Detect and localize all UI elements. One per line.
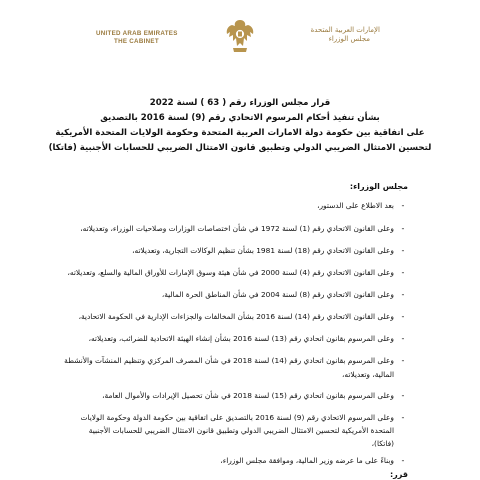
list-bullet: - (401, 334, 405, 343)
list-bullet: - (401, 413, 405, 422)
preamble-item: وعلى المرسوم الاتحادي رقم (9) لسنة 2016 بالتصديق على اتفاقية بين حكومة الدولة وحكومة الولايات (80, 413, 394, 422)
decision-title-line: بشأن تنفيذ أحكام المرسوم الاتحادي رقم (9) لسنة 2016 بالتصديق (100, 113, 380, 123)
decision-title-line: قرار مجلس الوزراء رقم ( 63 ) لسنة 2022 (149, 98, 331, 108)
list-bullet: - (401, 456, 405, 465)
preamble-item: وعلى المرسوم بقانون اتحادي رقم (14) لسنة 2018 في شأن المصرف المركزي وتنظيم المنشآت والأنشطة (64, 356, 394, 365)
decision-title-line: على اتفاقية بين حكومة دولة الامارات العربية المتحدة وحكومة الولايات المتحدة الأمريكية (55, 128, 425, 138)
list-bullet: - (401, 290, 405, 299)
uae-emblem-icon (224, 17, 256, 57)
list-bullet: - (401, 312, 405, 321)
preamble-item: وعلى القانون الاتحادي رقم (1) لسنة 1972 في شأن اختصاصات الوزارات وصلاحيات الوزراء، وتعديلاته، (80, 224, 394, 233)
preamble-item: وعلى القانون الاتحادي رقم (4) لسنة 2000 في شأن هيئة وسوق الإمارات للأوراق المالية والسلع، وتعديلاته، (67, 268, 394, 277)
list-bullet: - (401, 391, 405, 400)
preamble-item-continuation: (فاتكا)، (371, 439, 394, 448)
list-bullet: - (401, 224, 405, 233)
preamble-item: وعلى المرسوم بقانون اتحادي رقم (13) لسنة 2016 بشأن إنشاء الهيئة الاتحادية للضرائب، وتعديلاته، (88, 334, 394, 343)
preamble-item: وبناءً على ما عرضه وزير المالية، وموافقة مجلس الوزراء، (220, 456, 394, 465)
english-cabinet-name: THE CABINET (114, 38, 159, 45)
decided-label: قرر: (389, 470, 408, 479)
list-bullet: - (401, 356, 405, 365)
preamble-item: بعد الاطلاع على الدستور، (317, 201, 394, 210)
arabic-cabinet-name: مجلس الوزراء (328, 35, 370, 43)
preamble-item: وعلى القانون الاتحادي رقم (14) لسنة 2016 بشأن المخالفات والجزاءات الإدارية في الحكومة الاتحادية، (78, 312, 394, 321)
arabic-country-name: الإمارات العربية المتحدة (310, 26, 380, 34)
list-bullet: - (401, 268, 405, 277)
preamble-item: وعلى المرسوم بقانون اتحادي رقم (15) لسنة 2018 في شأن تحصيل الإيرادات والأموال العامة، (102, 391, 394, 400)
preamble-item-continuation: المتحدة الأمريكية لتحسين الامتثال الضريبي الدولي وتطبيق قانون الامتثال الضريبي للحسابات الأجنبية (88, 426, 394, 435)
preamble-item-continuation: المالية، وتعديلاته، (342, 370, 394, 379)
english-country-name: UNITED ARAB EMIRATES (96, 30, 178, 37)
preamble-item: وعلى القانون الاتحادي رقم (18) لسنة 1981 بشأن تنظيم الوكالات التجارية، وتعديلاته، (132, 246, 394, 255)
council-label: مجلس الوزراء: (349, 182, 408, 191)
preamble-item: وعلى القانون الاتحادي رقم (8) لسنة 2004 في شأن المناطق الحرة المالية، (161, 290, 394, 299)
decision-title-line: لتحسين الامتثال الضريبي الدولي وتطبيق قانون الامتثال الضريبي للحسابات الأجنبية (فاتكا) (48, 143, 432, 153)
list-bullet: - (401, 246, 405, 255)
letterhead (0, 0, 480, 70)
arabic-letterhead (280, 26, 380, 44)
list-bullet: - (401, 201, 405, 210)
